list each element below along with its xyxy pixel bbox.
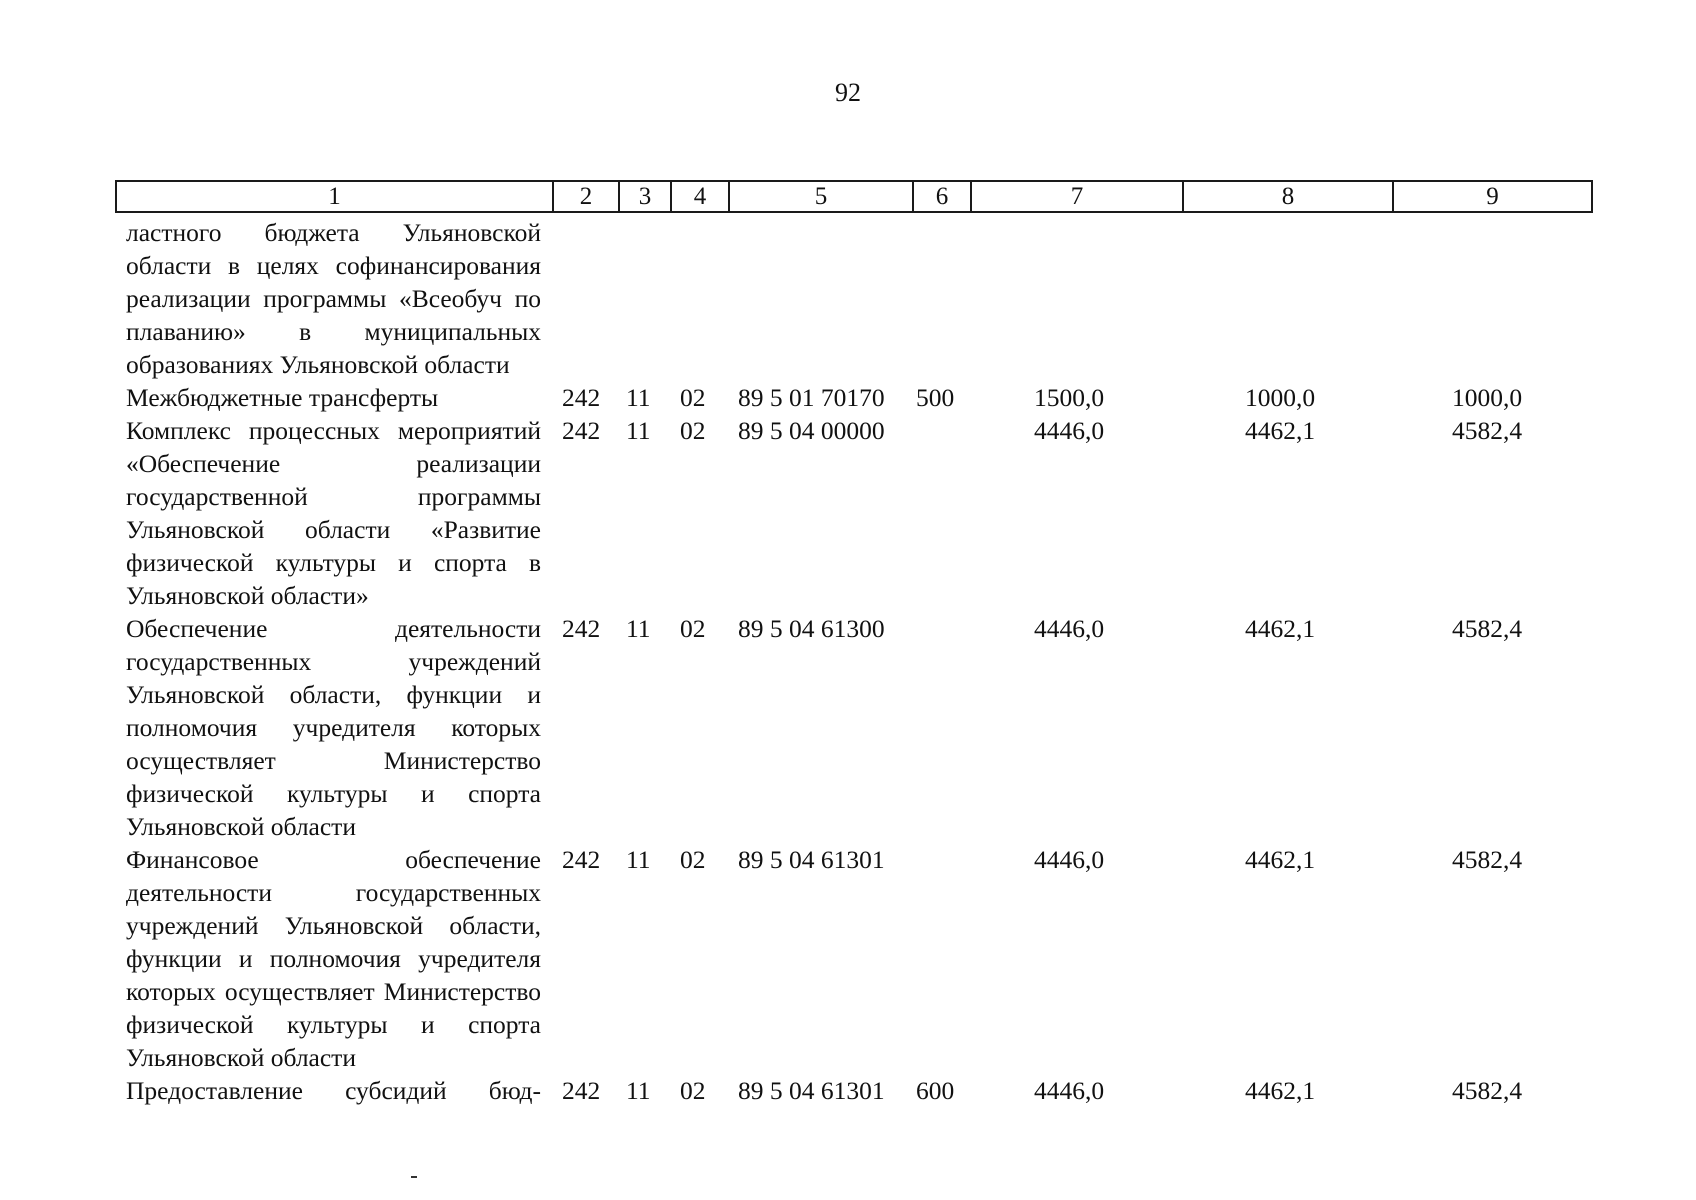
cell-col-5: 89 5 04 61301 (738, 845, 885, 874)
cell-col-4: 02 (680, 383, 706, 412)
cell-col-9: 4582,4 (1452, 845, 1523, 874)
header-col-3: 3 (620, 182, 672, 211)
table-row (0, 843, 1696, 1074)
cell-col-2: 242 (562, 383, 601, 412)
header-col-7: 7 (972, 182, 1184, 211)
row-name: Межбюджетные трансферты (126, 383, 439, 412)
cell-col-4: 02 (680, 1076, 706, 1105)
cell-col-3: 11 (626, 383, 651, 412)
cell-col-6: 500 (916, 383, 955, 412)
header-col-5: 5 (730, 182, 914, 211)
cell-col-9: 4582,4 (1452, 416, 1523, 445)
page-number: 92 (835, 78, 861, 107)
header-col-8: 8 (1184, 182, 1394, 211)
cell-col-8: 4462,1 (1245, 1076, 1316, 1105)
cell-col-7: 4446,0 (1034, 416, 1105, 445)
cell-col-2: 242 (562, 1076, 601, 1105)
cell-col-4: 02 (680, 614, 706, 643)
cell-col-8: 4462,1 (1245, 416, 1316, 445)
row-name: Финансовое обеспечение деятельности государственных учреждений Ульяновской области, функции и полномочия учредителя которых осуществляет Министерство физической культуры и спорта Ульяновской области (126, 845, 541, 1072)
row-name: ластного бюджета Ульяновской области в целях софинансирования реализации программы «Всеобуч по плаванию» в муниципальных образованиях Ульяновской области (126, 218, 541, 379)
header-col-6: 6 (914, 182, 972, 211)
cell-col-2: 242 (562, 416, 601, 445)
row-name: Обеспечение деятельности государственных учреждений Ульяновской области, функции и полномочия учредителя которых осуществляет Министерство физической культуры и спорта Ульяновской области (126, 614, 541, 841)
cell-col-3: 11 (626, 845, 651, 874)
cell-col-5: 89 5 01 70170 (738, 383, 885, 412)
header-col-9: 9 (1486, 183, 1499, 210)
cell-col-3: 11 (626, 1076, 651, 1105)
table-row (0, 612, 1696, 843)
header-col-2: 2 (554, 182, 620, 211)
table-header-row (115, 180, 1593, 213)
row-name: Предоставление субсидий бюд- (126, 1076, 541, 1105)
cell-col-3: 11 (626, 614, 651, 643)
cell-col-2: 242 (562, 614, 601, 643)
cell-col-2: 242 (562, 845, 601, 874)
table-row (0, 381, 1696, 414)
cell-col-8: 4462,1 (1245, 845, 1316, 874)
cell-col-3: 11 (626, 416, 651, 445)
cell-col-7: 4446,0 (1034, 1076, 1105, 1105)
header-col-1: 1 (117, 182, 554, 211)
cell-col-6: 600 (916, 1076, 955, 1105)
cell-col-5: 89 5 04 61301 (738, 1076, 885, 1105)
header-col-4: 4 (672, 182, 730, 211)
cell-col-4: 02 (680, 416, 706, 445)
cell-col-7: 1500,0 (1034, 383, 1105, 412)
cell-col-9: 4582,4 (1452, 614, 1523, 643)
table-row (0, 216, 1696, 381)
cell-col-8: 4462,1 (1245, 614, 1316, 643)
cell-col-5: 89 5 04 00000 (738, 416, 885, 445)
cell-col-4: 02 (680, 845, 706, 874)
table-row (0, 1074, 1696, 1107)
table-body (0, 216, 1696, 1107)
cell-col-7: 4446,0 (1034, 845, 1105, 874)
cell-col-7: 4446,0 (1034, 614, 1105, 643)
cell-col-5: 89 5 04 61300 (738, 614, 885, 643)
cell-col-9: 1000,0 (1452, 383, 1523, 412)
cell-col-8: 1000,0 (1245, 383, 1316, 412)
cell-col-9: 4582,4 (1452, 1076, 1523, 1105)
scan-mark (411, 1176, 417, 1178)
table-row (0, 414, 1696, 612)
row-name: Комплекс процессных мероприятий «Обеспечение реализации государственной программы Ульяновской области «Развитие физической культуры и спорта в Ульяновской области» (126, 416, 541, 610)
